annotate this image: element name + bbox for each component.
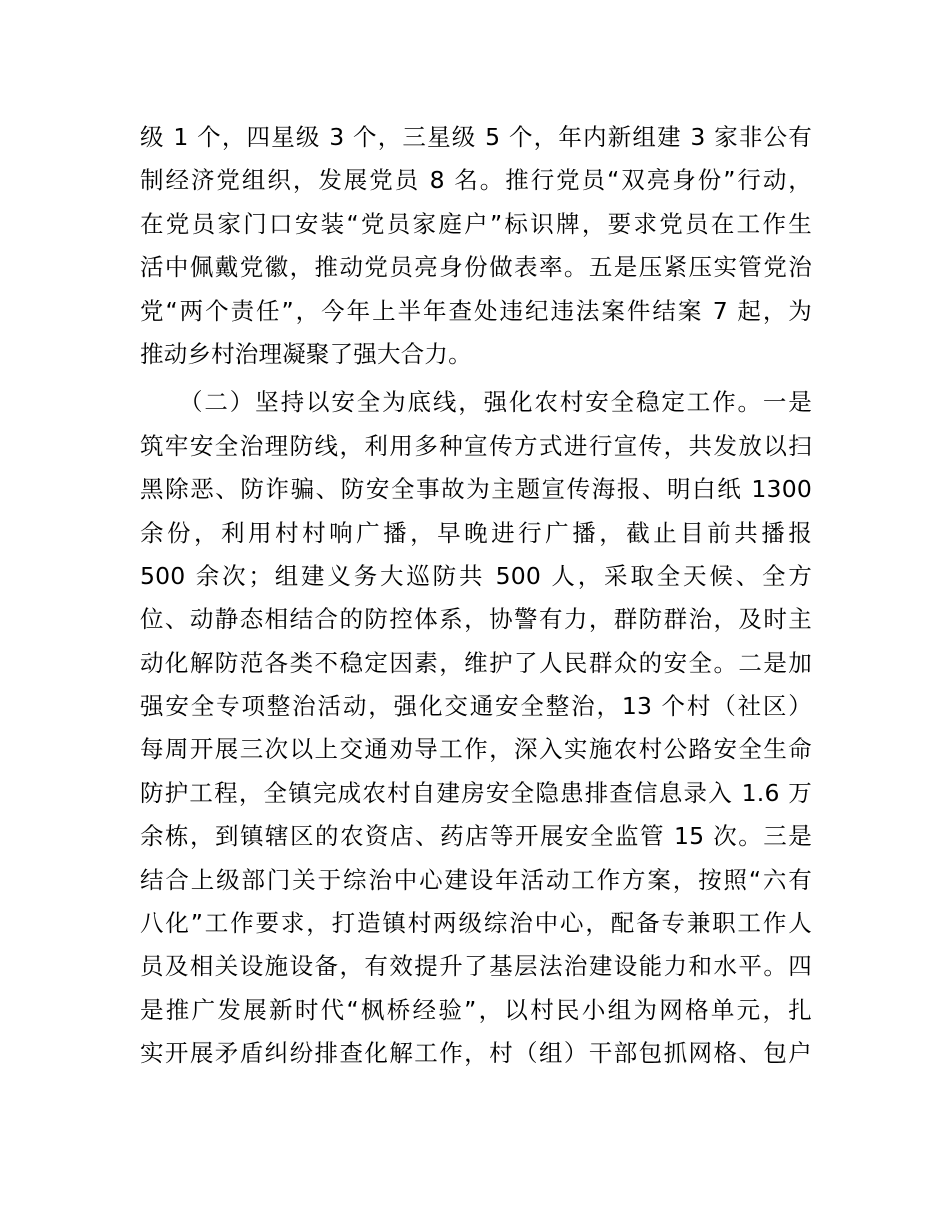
text-line: 位、动静态相结合的防控体系，协警有力，群防群治，及时主 (140, 605, 812, 634)
text-line: 筑牢安全治理防线，利用多种宣传方式进行宣传，共发放以扫 (140, 431, 812, 460)
text-line: 500 余次；组建义务大巡防共 500 人，采取全天候、全方 (140, 561, 812, 590)
text-line: 防护工程，全镇完成农村自建房安全隐患排查信息录入 1.6 万 (140, 778, 812, 807)
text-line: 余栋，到镇辖区的农资店、药店等开展安全监管 15 次。三是 (140, 822, 812, 851)
text-line: 结合上级部门关于综治中心建设年活动工作方案，按照“六有 (140, 865, 812, 894)
text-line: 每周开展三次以上交通劝导工作，深入实施农村公路安全生命 (140, 735, 812, 764)
text-line: 八化”工作要求，打造镇村两级综治中心，配备专兼职工作人 (140, 909, 812, 938)
text-line: 员及相关设施设备，有效提升了基层法治建设能力和水平。四 (140, 952, 812, 981)
text-line: 制经济党组织，发展党员 8 名。推行党员“双亮身份”行动， (140, 166, 812, 195)
text-line: 在党员家门口安装“党员家庭户”标识牌，要求党员在工作生 (140, 209, 812, 238)
text-line: 黑除恶、防诈骗、防安全事故为主题宣传海报、明白纸 1300 (140, 475, 812, 504)
text-line: 党“两个责任”，今年上半年查处违纪违法案件结案 7 起，为 (140, 296, 812, 325)
text-line: 活中佩戴党徽，推动党员亮身份做表率。五是压紧压实管党治 (140, 253, 812, 282)
section-heading-line: （二）坚持以安全为底线，强化农村安全稳定工作。一是 (140, 388, 812, 417)
text-line: 实开展矛盾纠纷排查化解工作，村（组）干部包抓网格、包户 (140, 1039, 812, 1068)
text-line: 推动乡村治理凝聚了强大合力。 (140, 339, 472, 368)
text-line: 强安全专项整治活动，强化交通安全整治，13 个村（社区） (140, 692, 812, 721)
paragraph-party-building (140, 116, 812, 376)
text-line: 级 1 个，四星级 3 个，三星级 5 个，年内新组建 3 家非公有 (140, 123, 812, 151)
document-page (140, 116, 812, 1076)
text-line: 余份，利用村村响广播，早晚进行广播，截止目前共播报 (140, 518, 812, 547)
text-line: 是推广发展新时代“枫桥经验”，以村民小组为网格单元，扎 (140, 995, 812, 1024)
paragraph-safety-stability (140, 381, 812, 1075)
text-line: 动化解防范各类不稳定因素，维护了人民群众的安全。二是加 (140, 648, 812, 677)
